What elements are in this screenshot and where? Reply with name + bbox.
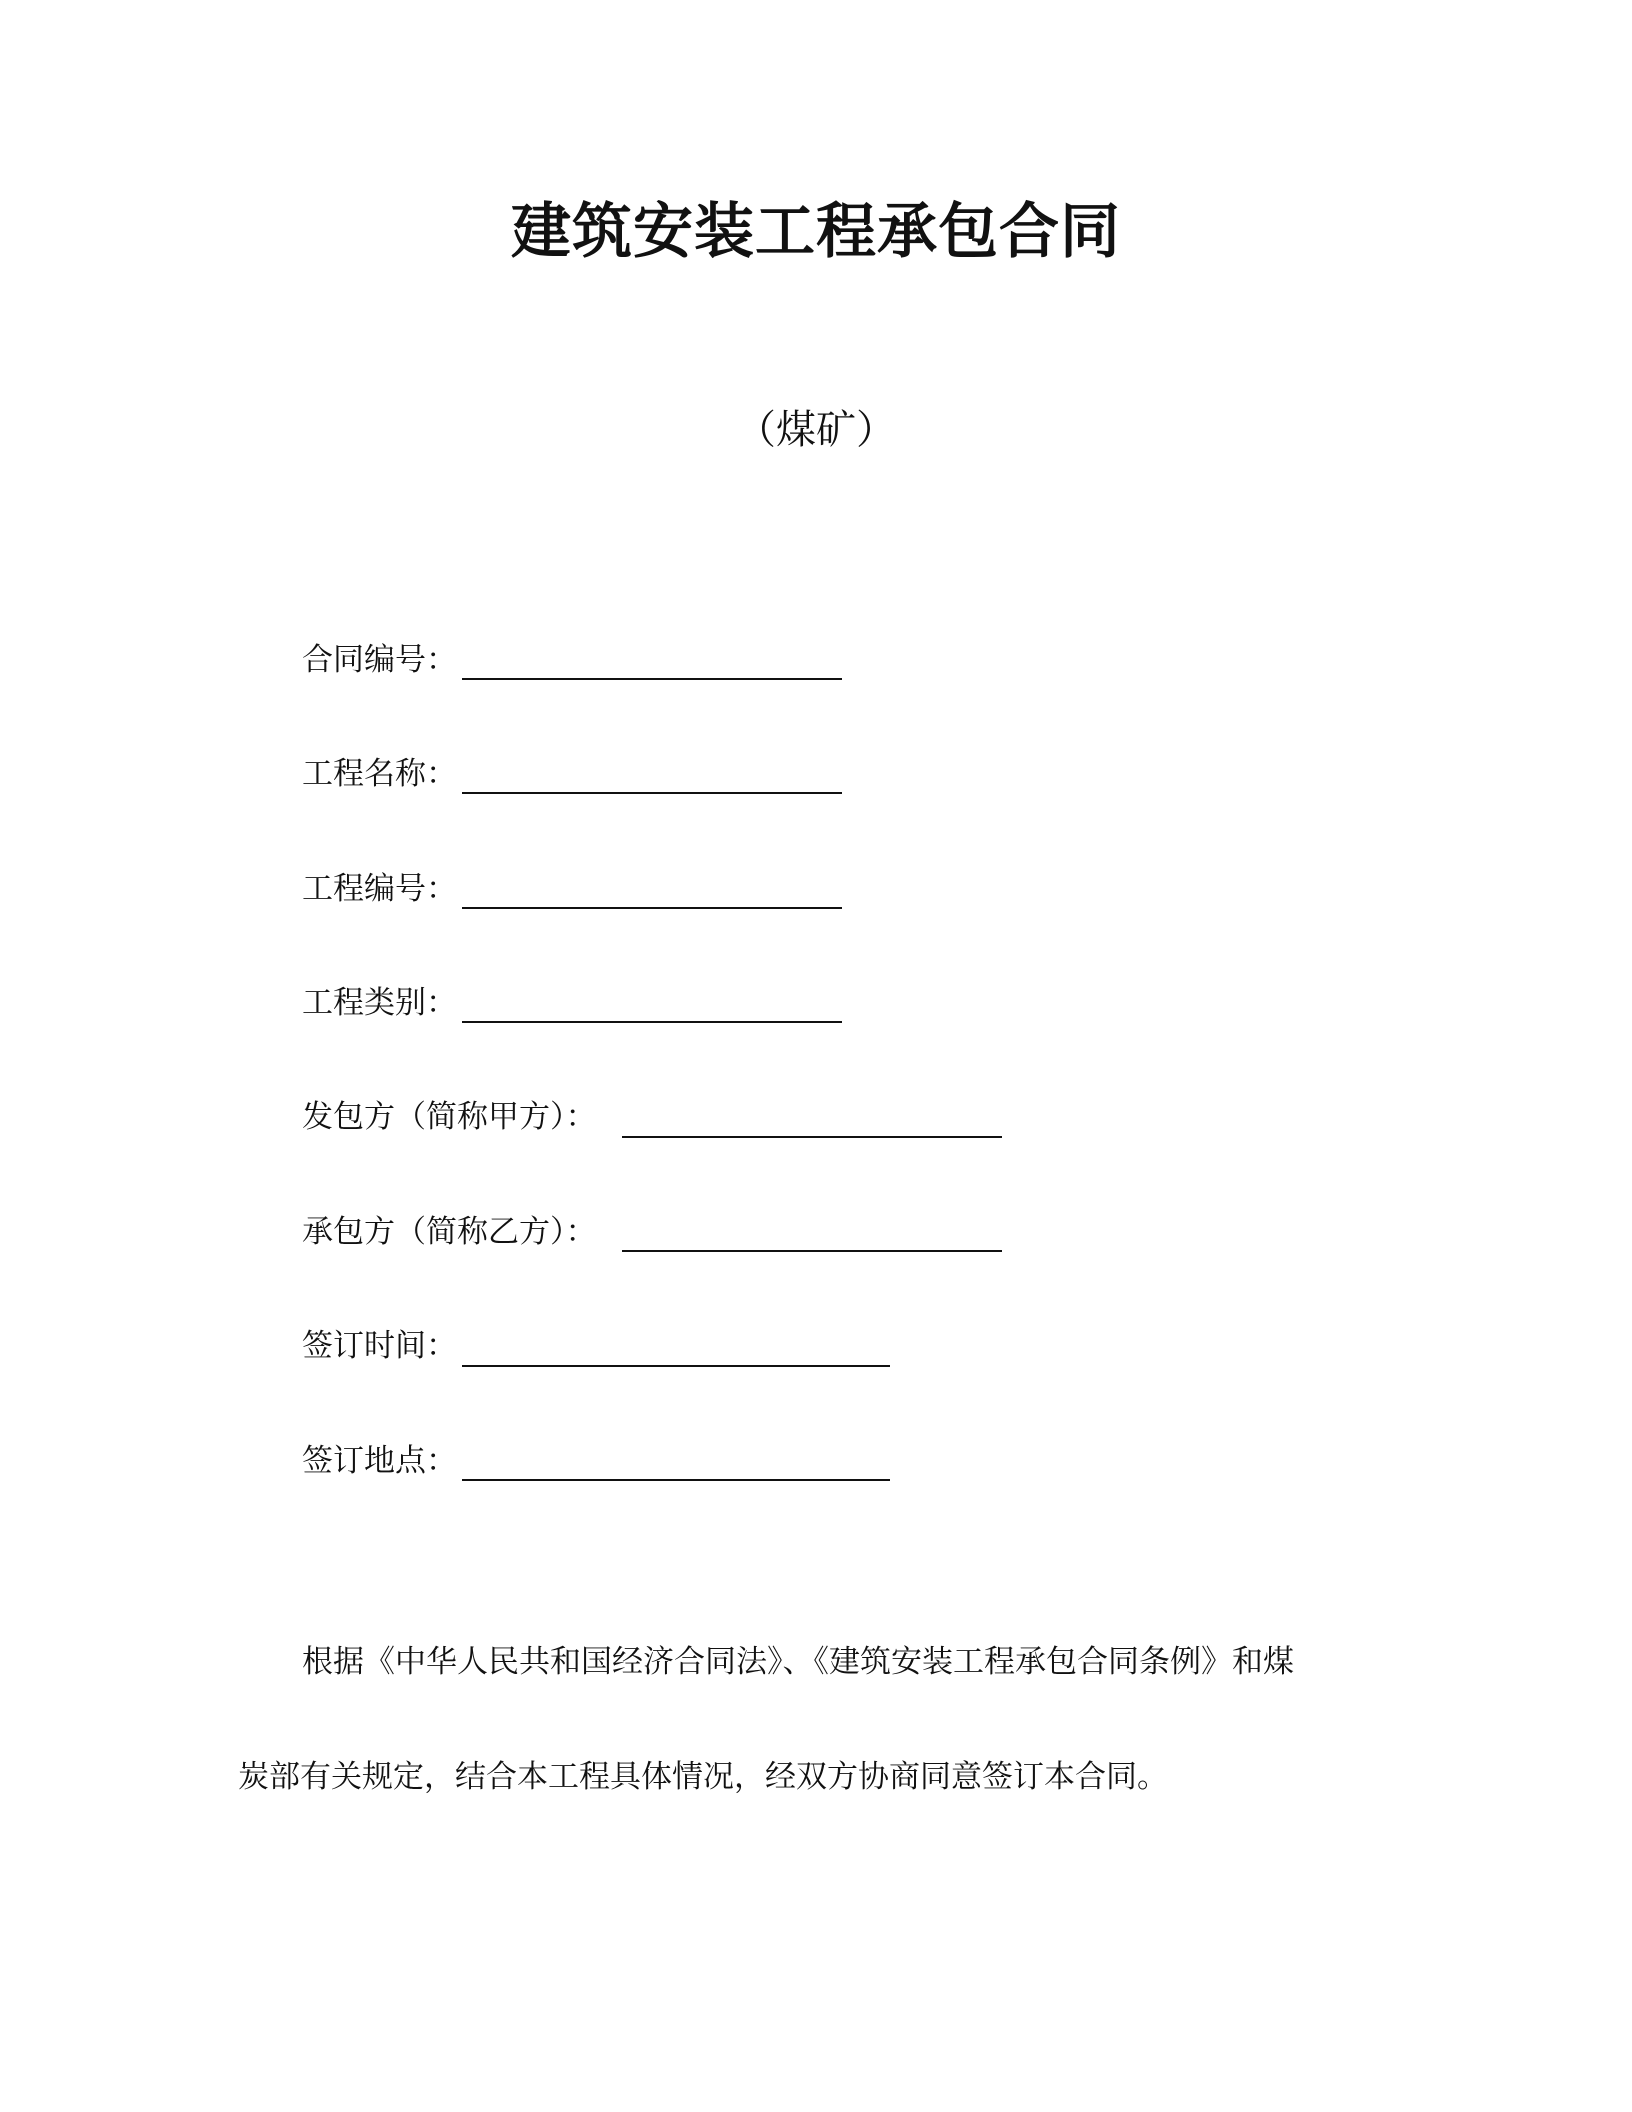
field-contractor [302, 1207, 597, 1257]
field-signing-place [302, 1436, 457, 1486]
blank-line [462, 1365, 890, 1367]
field-signing-date [302, 1321, 457, 1371]
blank-line [462, 678, 842, 680]
intro-paragraph-line-2: 炭部有关规定，结合本工程具体情况，经双方协商同意签订本合同。 [238, 1759, 1168, 1795]
intro-paragraph-line-1: 根据《中华人民共和国经济合同法》、《建筑安装工程承包合同条例》和煤 [302, 1644, 1294, 1680]
field-label: 工程编号： [302, 871, 457, 907]
field-label: 工程类别： [302, 985, 457, 1021]
field-project-number [302, 864, 457, 914]
blank-line [622, 1250, 1002, 1252]
field-label: 签订时间： [302, 1328, 457, 1364]
field-project-category [302, 978, 457, 1028]
document-title: 建筑安装工程承包合同 [511, 197, 1121, 267]
blank-line [462, 1021, 842, 1023]
field-label: 发包方（简称甲方）： [302, 1099, 597, 1135]
field-label: 合同编号： [302, 642, 457, 678]
field-label: 承包方（简称乙方）： [302, 1214, 597, 1250]
field-contract-number [302, 635, 457, 685]
blank-line [462, 907, 842, 909]
field-label: 工程名称： [302, 756, 457, 792]
field-employer [302, 1092, 597, 1142]
field-label: 签订地点： [302, 1443, 457, 1479]
blank-line [462, 1479, 890, 1481]
document-subtitle: （煤矿） [736, 407, 896, 453]
blank-line [462, 792, 842, 794]
field-project-name [302, 749, 457, 799]
blank-line [622, 1136, 1002, 1138]
